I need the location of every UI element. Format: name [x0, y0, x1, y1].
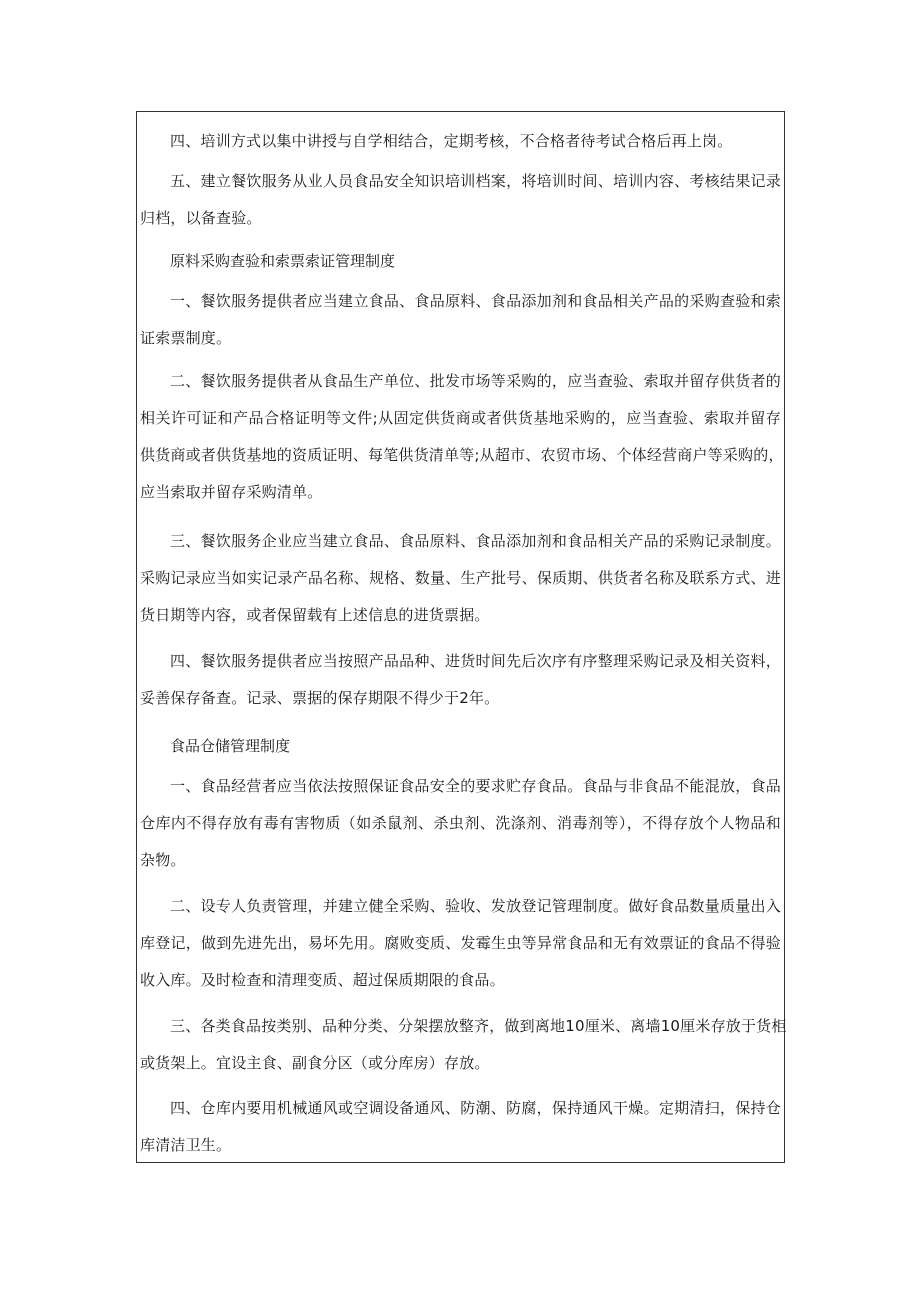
paragraph-line: 三、餐饮服务企业应当建立食品、食品原料、食品添加剂和食品相关产品的采购记录制度。	[170, 532, 781, 550]
paragraph-line: 仓库内不得存放有毒有害物质（如杀鼠剂、杀虫剂、洗涤剂、消毒剂等），不得存放个人物品和	[140, 814, 781, 832]
paragraph-line: 杂物。	[140, 851, 186, 869]
section-heading-procurement: 原料采购查验和索票索证管理制度	[170, 252, 396, 270]
paragraph-line: 四、培训方式以集中讲授与自学相结合，定期考核，不合格者待考试合格后再上岗。	[170, 132, 733, 150]
paragraph-line: 妥善保存备查。记录、票据的保存期限不得少于2年。	[140, 689, 500, 707]
paragraph-line: 库登记，做到先进先出，易坏先用。腐败变质、发霉生虫等异常食品和无有效票证的食品不得验	[140, 934, 781, 952]
paragraph-line: 或货架上。宜设主食、副食分区（或分库房）存放。	[140, 1054, 490, 1072]
paragraph-line: 二、餐饮服务提供者从食品生产单位、批发市场等采购的，应当查验、索取并留存供货者的	[170, 372, 781, 390]
paragraph-line: 一、餐饮服务提供者应当建立食品、食品原料、食品添加剂和食品相关产品的采购查验和索	[170, 292, 781, 310]
paragraph-line: 三、各类食品按类别、品种分类、分架摆放整齐，做到离地10厘米、离墙10厘米存放于货柜	[170, 1017, 787, 1035]
paragraph-line: 二、设专人负责管理，并建立健全采购、验收、发放登记管理制度。做好食品数量质量出入	[170, 897, 781, 915]
paragraph-line: 收入库。及时检查和清理变质、超过保质期限的食品。	[140, 971, 505, 989]
paragraph-line: 一、食品经营者应当依法按照保证食品安全的要求贮存食品。食品与非食品不能混放，食品	[170, 777, 781, 795]
paragraph-line: 供货商或者供货基地的资质证明、每笔供货清单等;从超市、农贸市场、个体经营商户等采购的，	[140, 446, 784, 464]
paragraph-line: 采购记录应当如实记录产品名称、规格、数量、生产批号、保质期、供货者名称及联系方式、进	[140, 569, 781, 587]
paragraph-line: 归档，以备查验。	[140, 209, 262, 227]
paragraph-line: 应当索取并留存采购清单。	[140, 483, 323, 501]
section-heading-storage: 食品仓储管理制度	[170, 737, 291, 755]
paragraph-line: 证索票制度。	[140, 329, 232, 347]
paragraph-line: 四、仓库内要用机械通风或空调设备通风、防潮、防腐，保持通风干燥。定期清扫，保持仓	[170, 1099, 781, 1117]
paragraph-line: 五、建立餐饮服务从业人员食品安全知识培训档案，将培训时间、培训内容、考核结果记录	[170, 172, 781, 190]
paragraph-line: 库清洁卫生。	[140, 1136, 232, 1154]
paragraph-line: 四、餐饮服务提供者应当按照产品品种、进货时间先后次序有序整理采购记录及相关资料，	[170, 652, 781, 670]
paragraph-line: 货日期等内容，或者保留载有上述信息的进货票据。	[140, 606, 490, 624]
paragraph-line: 相关许可证和产品合格证明等文件;从固定供货商或者供货基地采购的，应当查验、索取并留存	[140, 409, 781, 427]
